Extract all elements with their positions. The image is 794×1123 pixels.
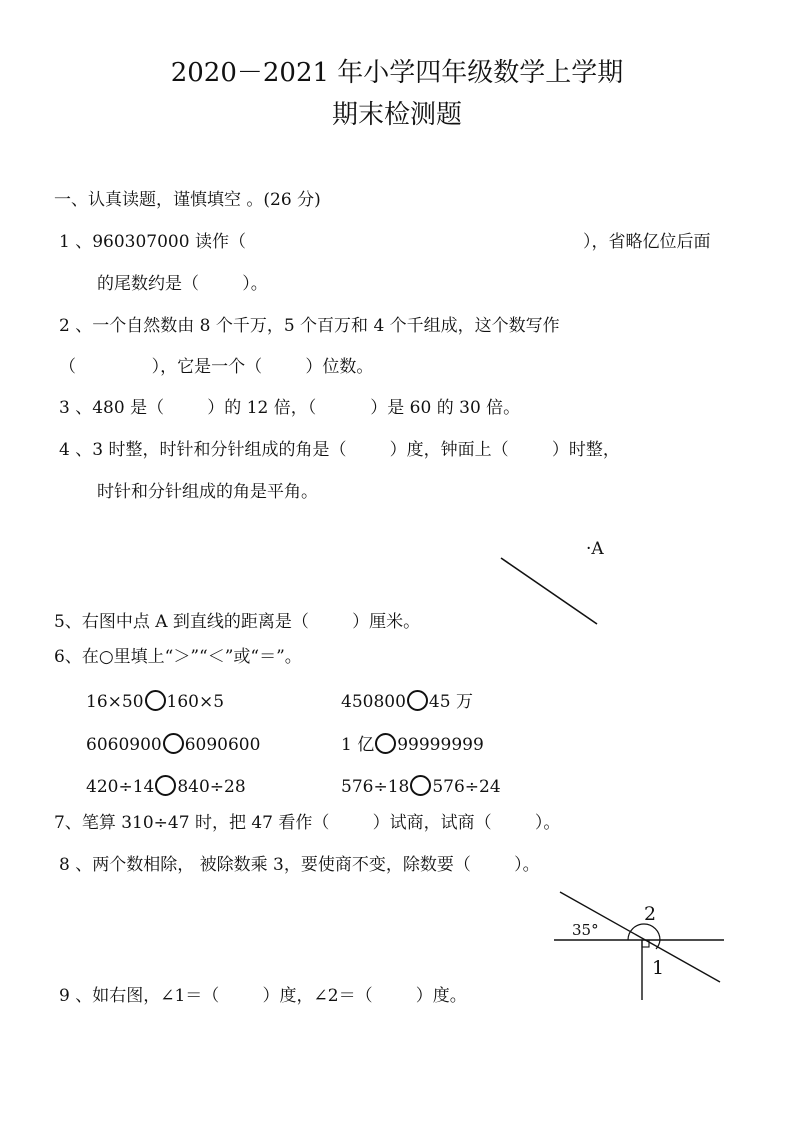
q6-item-1-left: 16×50 [86, 692, 144, 712]
q7-text: 7、笔算 310÷47 时，把 47 看作（ ）试商，试商（ ）。 [54, 813, 561, 833]
q2-line1: 2 、一个自然数由 8 个千万，5 个百万和 4 个千组成，这个数写作 [59, 316, 560, 336]
compare-circle-5[interactable] [155, 775, 176, 796]
q4-line2: 时针和分针组成的角是平角。 [97, 482, 318, 502]
q8-text: 8 、两个数相除， 被除数乘 3，要使商不变，除数要（ ）。 [59, 855, 540, 875]
q6-item-4-right: 99999999 [397, 735, 484, 755]
point-a-label: ·A [586, 539, 604, 559]
q6-item-4-left: 1 亿 [341, 735, 375, 755]
q4-line1: 4 、3 时整，时针和分针组成的角是（ ）度，钟面上（ ）时整， [59, 440, 620, 460]
q5-straight-line [501, 558, 597, 624]
q6-item-5-right: 840÷28 [177, 777, 246, 797]
q6-item-2-right: 45 万 [428, 692, 473, 712]
q5-text: 5、右图中点 A 到直线的距离是（ ）厘米。 [54, 612, 421, 632]
q6-item-6-right: 576÷24 [432, 777, 501, 797]
q6-heading: 6、在○里填上“＞”“＜”或“＝”。 [54, 647, 302, 667]
section-heading: 一、认真读题，谨慎填空 。(26 分) [54, 190, 321, 210]
q6-item-6-left: 576÷18 [341, 777, 410, 797]
q6-item-3 [86, 733, 260, 756]
q6-item-2-left: 450800 [341, 692, 406, 712]
q9-angle-2-arc [628, 924, 660, 940]
q6-item-6 [341, 775, 501, 798]
q2-line2: （ ），它是一个（ ）位数。 [59, 357, 374, 377]
q6-item-1 [86, 690, 224, 713]
compare-circle-3[interactable] [163, 733, 184, 754]
q1-line1-start: 1 、960307000 读作（ [59, 232, 246, 252]
q9-angle-35-label: 35° [572, 921, 599, 939]
compare-circle-6[interactable] [410, 775, 431, 796]
compare-circle-4[interactable] [375, 733, 396, 754]
q6-item-2 [341, 690, 473, 713]
q9-angle-figure [548, 888, 733, 1003]
compare-circle-1[interactable] [145, 690, 166, 711]
q6-item-3-right: 6090600 [184, 735, 261, 755]
q9-text: 9 、如右图，∠1＝（ ）度，∠2＝（ ）度。 [59, 986, 467, 1006]
q9-label-2: 2 [644, 903, 657, 925]
q9-label-1: 1 [652, 957, 665, 979]
q6-item-5 [86, 775, 246, 798]
q1-line2: 的尾数约是（ ）。 [97, 274, 268, 294]
page-title-line2: 期末检测题 [331, 100, 462, 130]
q3-text: 3 、480 是（ ）的 12 倍，（ ）是 60 的 30 倍。 [59, 398, 521, 418]
q6-item-3-left: 6060900 [86, 735, 162, 755]
q1-line1-end: ），省略亿位后面 [583, 232, 711, 252]
q6-item-1-right: 160×5 [166, 692, 225, 712]
q6-item-4 [341, 733, 484, 756]
compare-circle-2[interactable] [407, 690, 428, 711]
q6-item-5-left: 420÷14 [86, 777, 155, 797]
q5-line-figure [495, 552, 605, 632]
page-title-line1: 2020－2021 年小学四年级数学上学期 [170, 58, 624, 88]
